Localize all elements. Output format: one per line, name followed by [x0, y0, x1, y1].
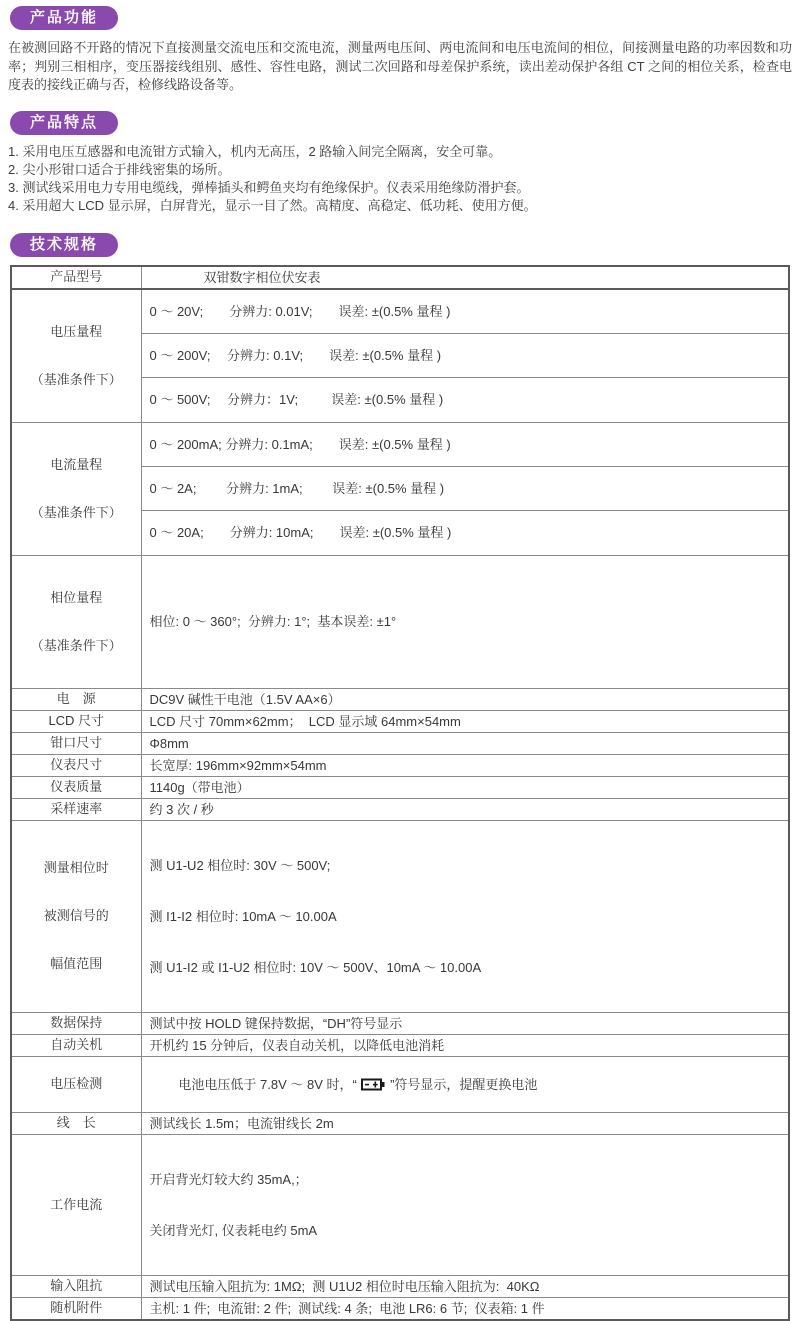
spec-value: 双钳数字相位伏安表 — [141, 266, 789, 289]
spec-value: 0 ～ 20A; 分辨力: 10mA; 误差: ±(0.5% 量程 ) — [141, 511, 789, 555]
spec-row-meter-weight — [11, 776, 789, 798]
spec-value: 0 ～ 20V; 分辨力: 0.01V; 误差: ±(0.5% 量程 ) — [141, 289, 789, 334]
spec-label-line: （基准条件下） — [30, 371, 122, 387]
feature-item: 2. 尖小形钳口适合于排线密集的场所。 — [8, 161, 231, 177]
section-badge-specs: 技术规格 — [10, 233, 118, 257]
spec-value: Φ8mm — [141, 732, 789, 754]
spec-value-line: 测 U1-I2 或 I1-U2 相位时: 10V ～ 500V、10mA ～ 10.00A — [149, 959, 482, 975]
spec-value: 测试中按 HOLD 键保持数据，“DH”符号显示 — [141, 1012, 789, 1034]
spec-row-input-impedance — [11, 1275, 789, 1297]
spec-label: 自动关机 — [11, 1034, 141, 1056]
spec-value-line: 测 U1-U2 相位时: 30V ～ 500V; — [149, 857, 331, 873]
spec-row-working-current — [11, 1134, 789, 1275]
product-features-section — [0, 105, 800, 215]
spec-value: 相位: 0 ～ 360°; 分辨力: 1°; 基本误差: ±1° — [141, 555, 789, 688]
functions-description: 在被测回路不开路的情况下直接测量交流电压和交流电流，测量两电压间、两电流间和电压电流间的相位，间接测量电路的功率因数和功率；判别三相相序，变压器接线组别、感性、容性电路，测试二次回路和母差保护系统，读出差动保护各组 CT 之间的相位关系，检查电度表的接线正确与否，检修线路设备等。 — [8, 40, 792, 92]
spec-value: 约 3 次 / 秒 — [141, 798, 789, 820]
spec-row-sampling-rate — [11, 798, 789, 820]
section-badge-features: 产品特点 — [10, 111, 118, 135]
spec-label: 电 源 — [11, 688, 141, 710]
spec-row-product-model — [11, 266, 789, 289]
spec-value-text: ”符号显示，提醒更换电池 — [386, 1076, 538, 1092]
spec-label-line: （基准条件下） — [30, 637, 122, 653]
section-badge-functions: 产品功能 — [10, 6, 118, 30]
spec-label — [11, 820, 141, 1012]
spec-row-lcd-size — [11, 710, 789, 732]
spec-label: LCD 尺寸 — [11, 710, 141, 732]
spec-row-phase-range — [11, 555, 789, 688]
spec-row-jaw-size — [11, 732, 789, 754]
feature-item: 1. 采用电压互感器和电流钳方式输入，机内无高压，2 路输入间完全隔离，安全可靠。 — [8, 143, 502, 159]
spec-row-auto-power-off — [11, 1034, 789, 1056]
spec-label — [11, 289, 141, 423]
spec-value-line: 关闭背光灯, 仪表耗电约 5mA — [149, 1222, 318, 1238]
spec-row-meter-size — [11, 754, 789, 776]
spec-label: 线 长 — [11, 1112, 141, 1134]
spec-value-text: 电池电压低于 7.8V ～ 8V 时，“ — [178, 1076, 361, 1092]
spec-label-line: （基准条件下） — [30, 504, 122, 520]
spec-value-line: 测 I1-I2 相位时: 10mA ～ 10.00A — [149, 908, 337, 924]
spec-value: 1140g（带电池） — [141, 776, 789, 798]
spec-value: 0 ～ 500V; 分辨力：1V; 误差: ±(0.5% 量程 ) — [141, 378, 789, 422]
spec-value — [141, 1056, 789, 1112]
spec-value — [141, 1134, 789, 1275]
spec-label-line: 被测信号的 — [43, 908, 109, 923]
spec-label: 随机附件 — [11, 1297, 141, 1320]
spec-row-battery-check — [11, 1056, 789, 1112]
spec-row-data-hold — [11, 1012, 789, 1034]
spec-value-line: 开启背光灯较大约 35mA,； — [149, 1171, 308, 1187]
spec-value — [141, 820, 789, 1012]
feature-item: 4. 采用超大 LCD 显示屏，白屏背光，显示一目了然。高精度、高稳定、低功耗、使用方便。 — [8, 197, 537, 213]
product-functions-section — [0, 0, 800, 95]
spec-value: LCD 尺寸 70mm×62mm； LCD 显示域 64mm×54mm — [141, 710, 789, 732]
spec-row-voltage-range — [11, 289, 789, 334]
spec-label: 输入阻抗 — [11, 1275, 141, 1297]
spec-row-current-range — [11, 422, 789, 466]
tech-specs-section — [0, 227, 800, 1321]
spec-label: 仪表质量 — [11, 776, 141, 798]
battery-low-icon — [361, 1078, 385, 1091]
spec-value: 测试线长 1.5m；电流钳线长 2m — [141, 1112, 789, 1134]
spec-value: 开机约 15 分钟后，仪表自动关机，以降低电池消耗 — [141, 1034, 789, 1056]
spec-value: 0 ～ 2A; 分辨力: 1mA; 误差: ±(0.5% 量程 ) — [141, 466, 789, 510]
spec-label-line: 测量相位时 — [43, 860, 109, 875]
spec-value: DC9V 碱性干电池（1.5V AA×6） — [141, 688, 789, 710]
spec-value: 0 ～ 200V; 分辨力: 0.1V; 误差: ±(0.5% 量程 ) — [141, 334, 789, 378]
spec-row-amplitude-range — [11, 820, 789, 1012]
spec-label — [11, 555, 141, 688]
spec-row-power — [11, 688, 789, 710]
spec-label-line: 电压量程 — [50, 323, 103, 339]
spec-label: 产品型号 — [11, 266, 141, 289]
spec-label-line: 幅值范围 — [50, 956, 103, 971]
spec-row-lead-length — [11, 1112, 789, 1134]
spec-value: 测试电压输入阻抗为: 1MΩ; 测 U1U2 相位时电压输入阻抗为: 40KΩ — [141, 1275, 789, 1297]
spec-label-line: 相位量程 — [50, 589, 103, 605]
feature-list — [8, 143, 792, 215]
spec-row-accessories — [11, 1297, 789, 1320]
spec-label-line: 电流量程 — [50, 456, 103, 472]
spec-label: 数据保持 — [11, 1012, 141, 1034]
feature-item: 3. 测试线采用电力专用电缆线，弹棒插头和鳄鱼夹均有绝缘保护。仪表采用绝缘防滑护套。 — [8, 179, 530, 195]
spec-value: 0 ～ 200mA; 分辨力: 0.1mA; 误差: ±(0.5% 量程 ) — [141, 422, 789, 466]
spec-label: 钳口尺寸 — [11, 732, 141, 754]
spec-label: 电压检测 — [11, 1056, 141, 1112]
spec-table — [10, 265, 790, 1321]
spec-value: 长宽厚: 196mm×92mm×54mm — [141, 754, 789, 776]
spec-label: 工作电流 — [11, 1134, 141, 1275]
spec-label: 采样速率 — [11, 798, 141, 820]
spec-label: 仪表尺寸 — [11, 754, 141, 776]
spec-label — [11, 422, 141, 555]
spec-value: 主机: 1 件; 电流钳: 2 件; 测试线: 4 条; 电池 LR6: 6 节; 仪表箱: 1 件 — [141, 1297, 789, 1320]
